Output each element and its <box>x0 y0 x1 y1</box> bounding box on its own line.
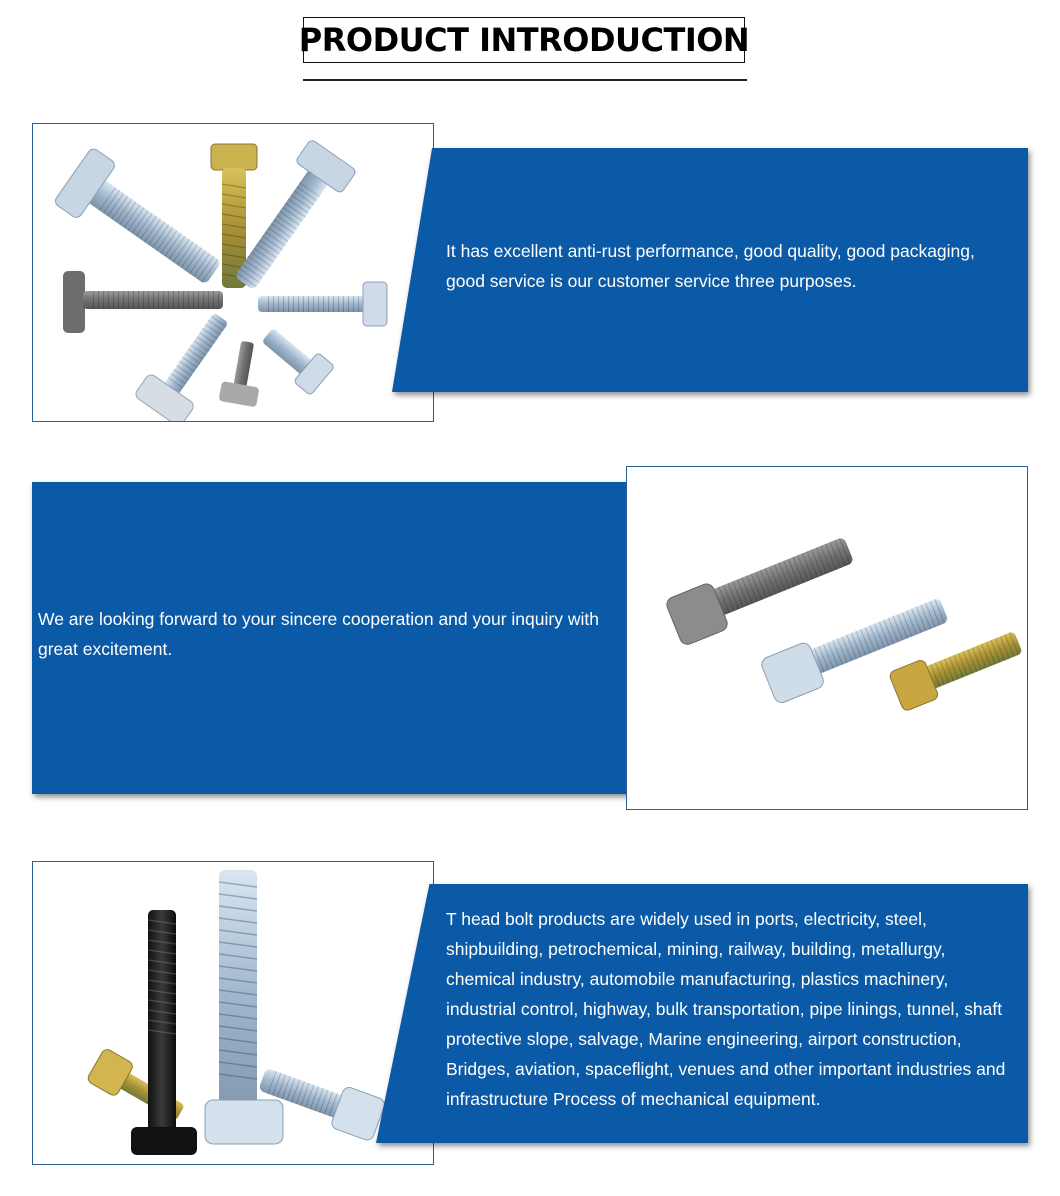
info-panel-2 <box>32 482 686 794</box>
product-image-bolts-assortment <box>32 123 434 422</box>
three-bolts-illustration <box>627 467 1027 809</box>
product-image-black-zinc-bolts <box>32 861 434 1165</box>
page-title: PRODUCT INTRODUCTION <box>298 21 750 59</box>
title-divider <box>303 79 747 81</box>
bolts-assortment-illustration <box>33 124 433 421</box>
info-panel-3 <box>376 884 1028 1143</box>
info-panel-1 <box>392 148 1028 392</box>
panel-3-text: T head bolt products are widely used in ports, electricity, steel, shipbuilding, petrochemical, mining, railway, building, metallurgy, chemical industry, automobile manufacturing, plastics machinery, industrial control, highway, bulk transportation, pipe linings, tunnel, shaft protective slope, salvage, Marine engineering, airport construction, Bridges, aviation, spaceflight, venues and other important industries and infrastructure Process of mechanical equipment. <box>446 909 1006 1109</box>
black-zinc-bolts-illustration <box>33 862 433 1164</box>
panel-2-text: We are looking forward to your sincere cooperation and your inquiry with great excitement. <box>38 609 599 659</box>
product-image-three-bolts <box>626 466 1028 810</box>
page-title-box <box>298 17 750 63</box>
panel-1-text: It has excellent anti-rust performance, good quality, good packaging, good service is our customer service three purposes. <box>446 241 975 291</box>
